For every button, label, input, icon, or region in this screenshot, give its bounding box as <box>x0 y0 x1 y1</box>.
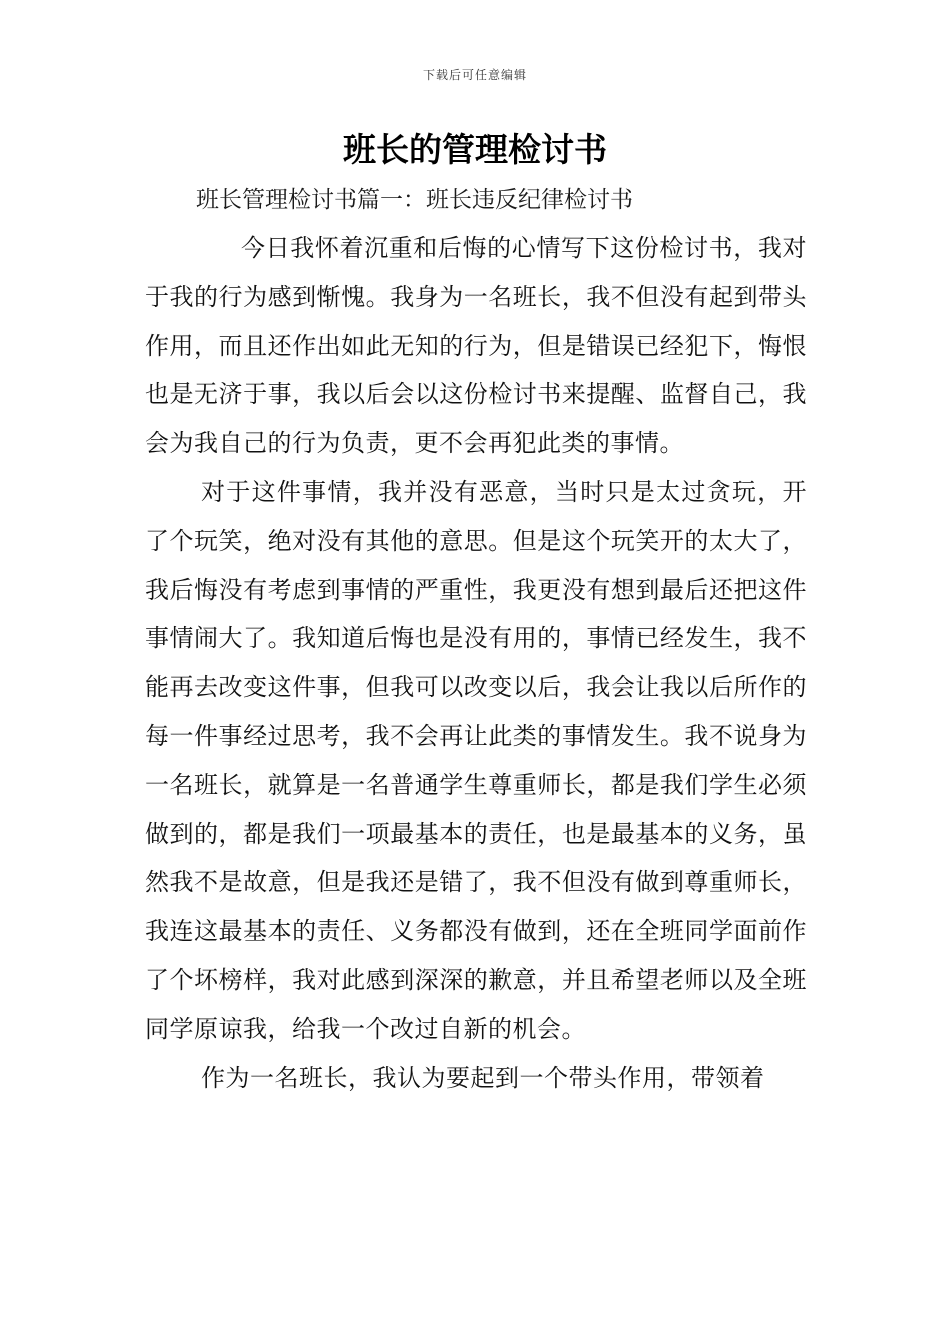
document-title: 班长的管理检讨书 <box>343 130 607 169</box>
paragraph-1: 今日我怀着沉重和后悔的心情写下这份检讨书，我对于我的行为感到惭愧。我身为一名班长，我不但没有起到带头作用，而且还作出如此无知的行为，但是错误已经犯下，悔恨也是无济于事，我以后会以这份检讨书来提醒、监督自己，我会为我自己的行为负责，更不会再犯此类的事情。 <box>145 234 807 458</box>
paragraph-3: 作为一名班长，我认为要起到一个带头作用，带领着 <box>201 1063 765 1092</box>
paragraph-2: 对于这件事情，我并没有恶意，当时只是太过贪玩，开了个玩笑，绝对没有其他的意思。但是这个玩笑开的太大了，我后悔没有考虑到事情的严重性，我更没有想到最后还把这件事情闹大了。我知道后悔也是没有用的，事情已经发生，我不能再去改变这件事，但我可以改变以后，我会让我以后所作的每一件事经过思考，我不会再让此类的事情发生。我不说身为一名班长，就算是一名普通学生尊重师长，都是我们学生必须做到的，都是我们一项最基本的责任，也是最基本的义务，虽然我不是故意，但是我还是错了，我不但没有做到尊重师长，我连这最基本的责任、义务都没有做到，还在全班同学面前作了个坏榜样，我对此感到深深的歉意，并且希望老师以及全班同学原谅我，给我一个改过自新的机会。 <box>145 477 807 1043</box>
header-note: 下载后可任意编辑 <box>422 68 527 82</box>
document-subtitle: 班长管理检讨书篇一：班长违反纪律检讨书 <box>196 187 633 213</box>
document-body <box>145 224 807 1102</box>
